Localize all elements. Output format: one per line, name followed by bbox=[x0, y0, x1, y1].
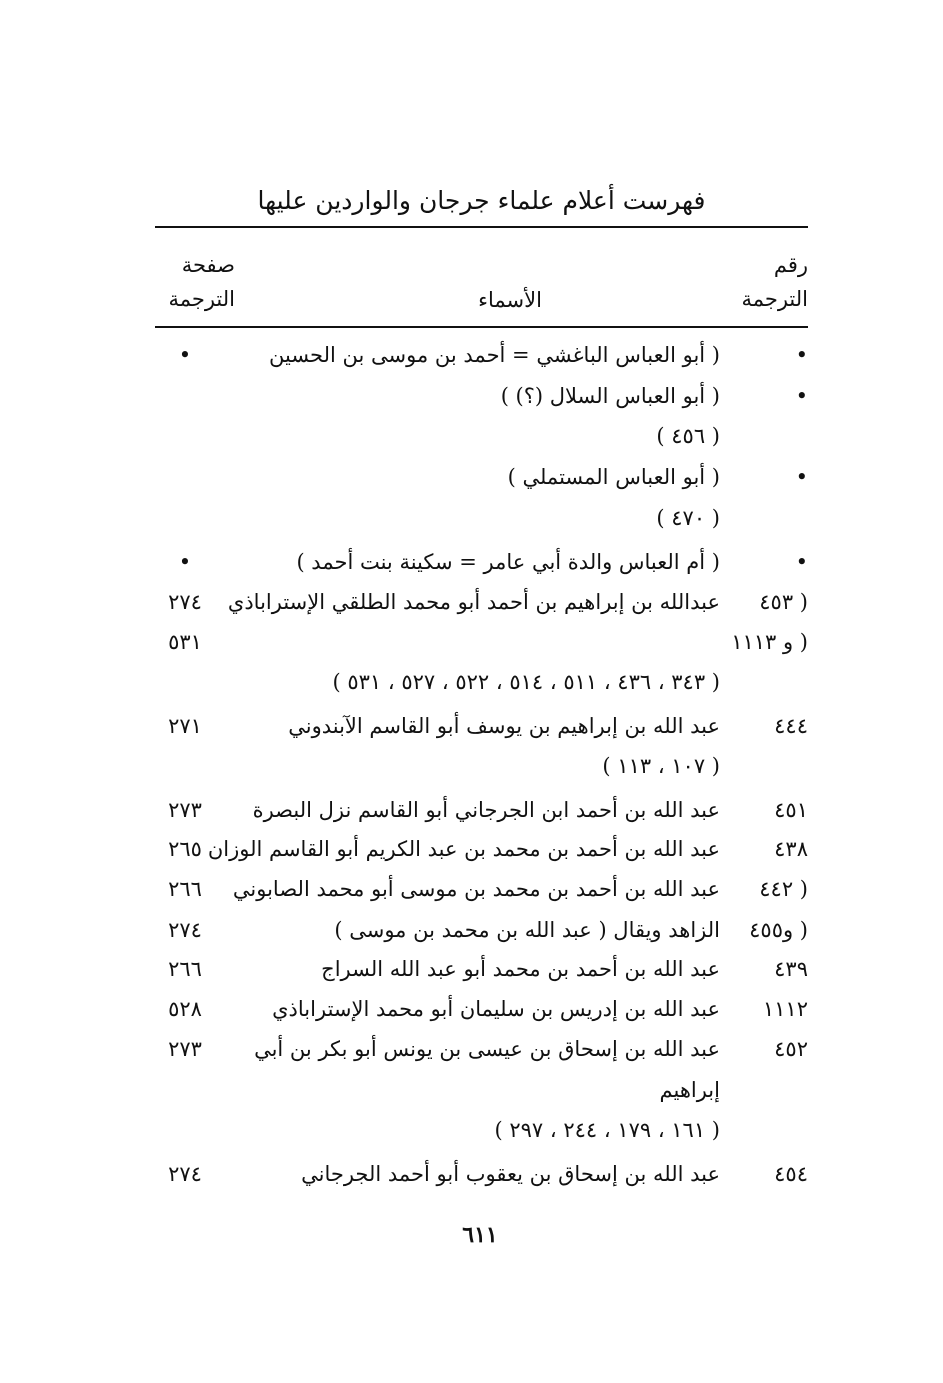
row-name: إبراهيم bbox=[659, 1078, 720, 1102]
row-name: ( أم العباس والدة أبي عامر = سكينة بنت أحمد ) bbox=[296, 550, 720, 574]
row-number: ١١١٢ bbox=[762, 997, 808, 1021]
table-row bbox=[155, 997, 808, 1033]
row-name: ( ٤٧٠ ) bbox=[656, 506, 720, 530]
row-page: ٢٧٣ bbox=[168, 1037, 202, 1061]
table-row bbox=[155, 506, 808, 542]
table-row bbox=[155, 550, 808, 586]
row-number: ٤٥٤ bbox=[774, 1162, 808, 1186]
table-row bbox=[155, 1037, 808, 1073]
row-page: ٢٧٣ bbox=[168, 798, 202, 822]
row-number: ( ٤٥٣ bbox=[759, 590, 808, 614]
row-name: ( ٣٤٣ ، ٤٣٦ ، ٥١١ ، ٥١٤ ، ٥٢٢ ، ٥٢٧ ، ٥٣١ ) bbox=[332, 670, 720, 694]
row-number: ( و ١١١٣ bbox=[731, 630, 808, 654]
row-name: عبد الله بن إسحاق بن عيسى بن يونس أبو بكر بن أبي bbox=[254, 1037, 720, 1061]
row-name: عبد الله بن إبراهيم بن يوسف أبو القاسم الآبندوني bbox=[288, 714, 720, 738]
row-name: ( أبو العباس السلال (؟) ) bbox=[500, 384, 720, 408]
table-row bbox=[155, 837, 808, 873]
table-row bbox=[155, 465, 808, 501]
row-page: ٢٧٤ bbox=[168, 918, 202, 942]
row-page: ٢٦٦ bbox=[168, 957, 202, 981]
row-page: ٢٧٤ bbox=[168, 1162, 202, 1186]
header-page-line1: صفحة bbox=[181, 253, 235, 277]
row-name: عبد الله بن أحمد بن محمد بن موسى أبو محمد الصابوني bbox=[232, 877, 720, 901]
table-row bbox=[155, 630, 808, 666]
row-name: عبد الله بن أحمد بن محمد أبو عبد الله السراج bbox=[321, 957, 720, 981]
table-row bbox=[155, 1078, 808, 1114]
table-row bbox=[155, 957, 808, 993]
row-name: ( ١٦١ ، ١٧٩ ، ٢٤٤ ، ٢٩٧ ) bbox=[494, 1118, 720, 1142]
row-name: عبد الله بن أحمد ابن الجرجاني أبو القاسم نزل البصرة bbox=[252, 798, 720, 822]
row-name: ( أبو العباس المستملي ) bbox=[507, 465, 720, 489]
table-row bbox=[155, 877, 808, 913]
table-row bbox=[155, 754, 808, 790]
table-row bbox=[155, 714, 808, 750]
table-row bbox=[155, 918, 808, 954]
row-name: عبدالله بن إبراهيم بن أحمد أبو محمد الطلقي الإستراباذي bbox=[227, 590, 720, 614]
row-name: ( أبو العباس الباغشي = أحمد بن موسى بن الحسين bbox=[269, 343, 720, 367]
page-number: ٦١١ bbox=[462, 1222, 498, 1248]
row-number: ٤٣٨ bbox=[774, 837, 808, 861]
table-row bbox=[155, 424, 808, 460]
header-names: الأسماء bbox=[478, 288, 542, 312]
row-number: ٤٥٢ bbox=[774, 1037, 808, 1061]
row-page: ٢٦٦ bbox=[168, 877, 202, 901]
row-page: ٢٦٥ bbox=[168, 837, 202, 861]
table-row bbox=[155, 384, 808, 420]
header-translation-page bbox=[155, 248, 235, 316]
header-translation-number bbox=[741, 248, 808, 316]
header-top-rule bbox=[155, 226, 808, 228]
table-row bbox=[155, 670, 808, 706]
row-page: ٢٧٤ bbox=[168, 590, 202, 614]
row-number: ٤٥١ bbox=[774, 798, 808, 822]
row-name: عبد الله بن إسحاق بن يعقوب أبو أحمد الجرجاني bbox=[301, 1162, 720, 1186]
row-number: • bbox=[795, 384, 808, 408]
row-name: الزاهد ويقال ( عبد الله بن محمد بن موسى ) bbox=[334, 918, 720, 942]
table-row bbox=[155, 590, 808, 626]
table-row bbox=[155, 798, 808, 834]
row-number: ٤٣٩ bbox=[774, 957, 808, 981]
row-number: ( و٤٥٥ bbox=[749, 918, 808, 942]
row-page: ٥٣١ bbox=[168, 630, 202, 654]
row-name: عبد الله بن إدريس بن سليمان أبو محمد الإستراباذي bbox=[272, 997, 720, 1021]
row-page: • bbox=[178, 343, 192, 367]
row-page: ٢٧١ bbox=[168, 714, 202, 738]
header-number-line1: رقم bbox=[773, 253, 808, 277]
row-name: عبد الله بن أحمد بن محمد بن عبد الكريم أبو القاسم الوزان bbox=[207, 837, 720, 861]
row-name: ( ٤٥٦ ) bbox=[656, 424, 720, 448]
row-page: • bbox=[178, 550, 192, 574]
row-number: • bbox=[795, 343, 808, 367]
row-number: • bbox=[795, 550, 808, 574]
header-number-line2: الترجمة bbox=[741, 287, 808, 311]
row-number: ٤٤٤ bbox=[774, 714, 808, 738]
row-name: ( ١٠٧ ، ١١٣ ) bbox=[602, 754, 720, 778]
header-page-line2: الترجمة bbox=[168, 287, 235, 311]
row-number: ( ٤٤٢ bbox=[759, 877, 808, 901]
running-title: فهرست أعلام علماء جرجان والواردين عليها bbox=[257, 186, 706, 215]
header-bottom-rule bbox=[155, 326, 808, 328]
row-number: • bbox=[795, 465, 808, 489]
table-row bbox=[155, 1162, 808, 1198]
table-row bbox=[155, 343, 808, 379]
table-row bbox=[155, 1118, 808, 1154]
row-page: ٥٢٨ bbox=[168, 997, 202, 1021]
